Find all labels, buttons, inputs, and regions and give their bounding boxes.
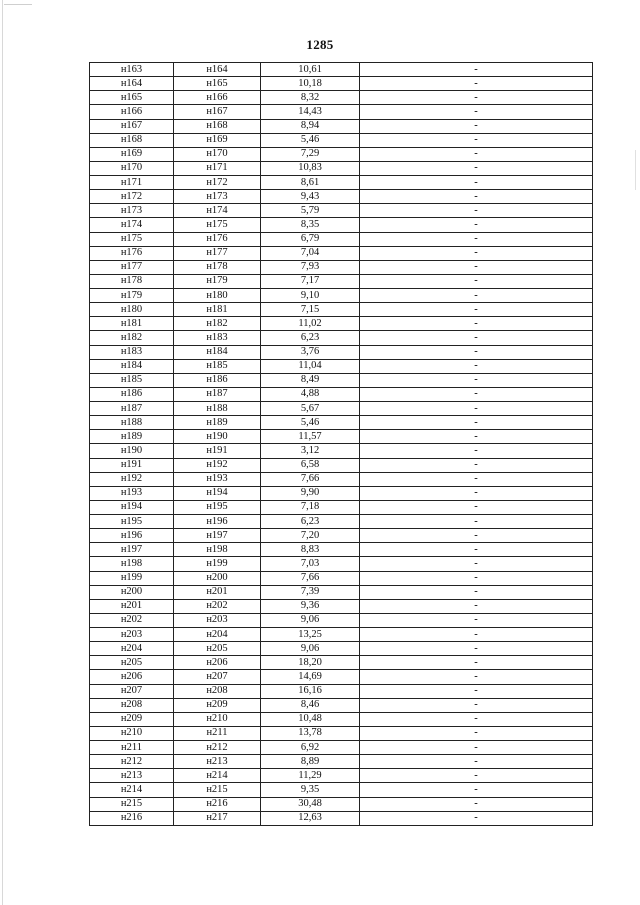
cell-to-point: н215 (174, 783, 261, 797)
table-row (90, 599, 593, 613)
table-row (90, 402, 593, 416)
cell-from-point: н202 (90, 613, 174, 627)
cell-note: - (360, 472, 593, 486)
cell-note: - (360, 91, 593, 105)
cell-to-point: н204 (174, 628, 261, 642)
cell-to-point: н212 (174, 741, 261, 755)
cell-from-point: н188 (90, 416, 174, 430)
cell-from-point: н179 (90, 289, 174, 303)
cell-length: 5,46 (261, 133, 360, 147)
cell-length: 14,43 (261, 105, 360, 119)
cell-note: - (360, 232, 593, 246)
cell-from-point: н213 (90, 769, 174, 783)
cell-to-point: н169 (174, 133, 261, 147)
cell-to-point: н177 (174, 246, 261, 260)
cell-length: 8,94 (261, 119, 360, 133)
cell-from-point: н190 (90, 444, 174, 458)
table-row (90, 416, 593, 430)
cell-to-point: н193 (174, 472, 261, 486)
table-row (90, 303, 593, 317)
cell-note: - (360, 345, 593, 359)
cell-length: 7,29 (261, 147, 360, 161)
table-row (90, 345, 593, 359)
cell-length: 7,03 (261, 557, 360, 571)
table-body (90, 63, 593, 826)
cell-to-point: н206 (174, 656, 261, 670)
cell-length: 18,20 (261, 656, 360, 670)
cell-length: 8,89 (261, 755, 360, 769)
table-row (90, 147, 593, 161)
cell-length: 14,69 (261, 670, 360, 684)
cell-note: - (360, 274, 593, 288)
cell-from-point: н208 (90, 698, 174, 712)
cell-from-point: н166 (90, 105, 174, 119)
table-row (90, 190, 593, 204)
table-row (90, 444, 593, 458)
cell-note: - (360, 755, 593, 769)
cell-to-point: н196 (174, 515, 261, 529)
cell-note: - (360, 670, 593, 684)
table-row (90, 783, 593, 797)
page-number: 1285 (306, 37, 334, 52)
cell-note: - (360, 628, 593, 642)
cell-to-point: н170 (174, 147, 261, 161)
cell-from-point: н194 (90, 500, 174, 514)
cell-note: - (360, 642, 593, 656)
cell-note: - (360, 387, 593, 401)
cell-note: - (360, 783, 593, 797)
cell-length: 3,12 (261, 444, 360, 458)
cell-note: - (360, 585, 593, 599)
table-row (90, 289, 593, 303)
table-row (90, 628, 593, 642)
cell-note: - (360, 698, 593, 712)
cell-to-point: н217 (174, 811, 261, 825)
table-row (90, 105, 593, 119)
cell-from-point: н193 (90, 486, 174, 500)
table-row (90, 176, 593, 190)
cell-note: - (360, 557, 593, 571)
cell-to-point: н190 (174, 430, 261, 444)
cell-to-point: н167 (174, 105, 261, 119)
cell-to-point: н176 (174, 232, 261, 246)
cell-from-point: н164 (90, 77, 174, 91)
cell-length: 8,32 (261, 91, 360, 105)
cell-length: 6,23 (261, 331, 360, 345)
cell-to-point: н202 (174, 599, 261, 613)
cell-note: - (360, 529, 593, 543)
table-row (90, 246, 593, 260)
cell-from-point: н209 (90, 712, 174, 726)
cell-note: - (360, 359, 593, 373)
cell-length: 8,61 (261, 176, 360, 190)
cell-from-point: н204 (90, 642, 174, 656)
table-row (90, 557, 593, 571)
cell-note: - (360, 105, 593, 119)
table-row (90, 458, 593, 472)
cell-length: 9,90 (261, 486, 360, 500)
table-row (90, 769, 593, 783)
table-row (90, 515, 593, 529)
cell-from-point: н214 (90, 783, 174, 797)
cell-from-point: н163 (90, 63, 174, 77)
table-row (90, 359, 593, 373)
table-row (90, 133, 593, 147)
cell-to-point: н210 (174, 712, 261, 726)
cell-length: 11,04 (261, 359, 360, 373)
cell-note: - (360, 133, 593, 147)
cell-from-point: н191 (90, 458, 174, 472)
cell-note: - (360, 571, 593, 585)
cell-to-point: н171 (174, 161, 261, 175)
cell-length: 30,48 (261, 797, 360, 811)
cell-from-point: н199 (90, 571, 174, 585)
cell-note: - (360, 811, 593, 825)
cell-note: - (360, 797, 593, 811)
cell-to-point: н191 (174, 444, 261, 458)
cell-from-point: н192 (90, 472, 174, 486)
cell-length: 9,36 (261, 599, 360, 613)
cell-length: 7,04 (261, 246, 360, 260)
cell-length: 12,63 (261, 811, 360, 825)
cell-from-point: н185 (90, 373, 174, 387)
cell-to-point: н173 (174, 190, 261, 204)
cell-from-point: н187 (90, 402, 174, 416)
scan-border-line (2, 0, 3, 905)
table-row (90, 712, 593, 726)
cell-from-point: н181 (90, 317, 174, 331)
table-row (90, 373, 593, 387)
cell-length: 9,06 (261, 613, 360, 627)
cell-from-point: н211 (90, 741, 174, 755)
cell-from-point: н203 (90, 628, 174, 642)
cell-from-point: н176 (90, 246, 174, 260)
cell-note: - (360, 741, 593, 755)
cell-note: - (360, 317, 593, 331)
cell-length: 7,15 (261, 303, 360, 317)
cell-note: - (360, 63, 593, 77)
table-row (90, 755, 593, 769)
cell-to-point: н178 (174, 260, 261, 274)
table-row (90, 613, 593, 627)
cell-note: - (360, 656, 593, 670)
cell-to-point: н216 (174, 797, 261, 811)
cell-to-point: н188 (174, 402, 261, 416)
table-row (90, 797, 593, 811)
cell-to-point: н186 (174, 373, 261, 387)
cell-length: 8,46 (261, 698, 360, 712)
cell-note: - (360, 543, 593, 557)
cell-from-point: н200 (90, 585, 174, 599)
table-row (90, 91, 593, 105)
cell-from-point: н201 (90, 599, 174, 613)
scan-corner-mark (4, 4, 32, 5)
cell-length: 5,67 (261, 402, 360, 416)
table-row (90, 543, 593, 557)
cell-from-point: н182 (90, 331, 174, 345)
cell-to-point: н211 (174, 726, 261, 740)
cell-length: 13,25 (261, 628, 360, 642)
cell-from-point: н165 (90, 91, 174, 105)
cell-length: 7,39 (261, 585, 360, 599)
cell-to-point: н198 (174, 543, 261, 557)
cell-from-point: н215 (90, 797, 174, 811)
cell-from-point: н195 (90, 515, 174, 529)
cell-from-point: н168 (90, 133, 174, 147)
cell-note: - (360, 430, 593, 444)
table-row (90, 472, 593, 486)
cell-from-point: н210 (90, 726, 174, 740)
cell-to-point: н168 (174, 119, 261, 133)
cell-note: - (360, 147, 593, 161)
cell-note: - (360, 712, 593, 726)
cell-to-point: н213 (174, 755, 261, 769)
cell-length: 5,46 (261, 416, 360, 430)
cell-to-point: н207 (174, 670, 261, 684)
cell-to-point: н194 (174, 486, 261, 500)
cell-to-point: н214 (174, 769, 261, 783)
cell-length: 6,92 (261, 741, 360, 755)
cell-length: 9,35 (261, 783, 360, 797)
table-row (90, 486, 593, 500)
table-row (90, 218, 593, 232)
cell-length: 9,43 (261, 190, 360, 204)
boundary-segments-table (89, 62, 593, 826)
table-row (90, 317, 593, 331)
cell-length: 7,20 (261, 529, 360, 543)
cell-to-point: н201 (174, 585, 261, 599)
cell-note: - (360, 218, 593, 232)
cell-note: - (360, 402, 593, 416)
scan-margin-mark (635, 150, 636, 190)
table-row (90, 741, 593, 755)
cell-from-point: н189 (90, 430, 174, 444)
cell-from-point: н171 (90, 176, 174, 190)
cell-length: 4,88 (261, 387, 360, 401)
cell-to-point: н164 (174, 63, 261, 77)
cell-length: 7,66 (261, 571, 360, 585)
cell-length: 8,49 (261, 373, 360, 387)
cell-note: - (360, 303, 593, 317)
cell-from-point: н175 (90, 232, 174, 246)
table-row (90, 811, 593, 825)
cell-to-point: н189 (174, 416, 261, 430)
cell-length: 9,10 (261, 289, 360, 303)
cell-to-point: н208 (174, 684, 261, 698)
cell-from-point: н206 (90, 670, 174, 684)
cell-to-point: н187 (174, 387, 261, 401)
cell-note: - (360, 500, 593, 514)
cell-length: 10,83 (261, 161, 360, 175)
cell-from-point: н172 (90, 190, 174, 204)
cell-length: 16,16 (261, 684, 360, 698)
table-row (90, 274, 593, 288)
cell-note: - (360, 204, 593, 218)
cell-from-point: н197 (90, 543, 174, 557)
cell-note: - (360, 246, 593, 260)
table-row (90, 63, 593, 77)
cell-from-point: н184 (90, 359, 174, 373)
cell-length: 7,18 (261, 500, 360, 514)
cell-note: - (360, 331, 593, 345)
cell-length: 7,66 (261, 472, 360, 486)
cell-from-point: н177 (90, 260, 174, 274)
cell-note: - (360, 190, 593, 204)
cell-length: 10,18 (261, 77, 360, 91)
table-row (90, 430, 593, 444)
cell-note: - (360, 260, 593, 274)
table-row (90, 670, 593, 684)
cell-to-point: н182 (174, 317, 261, 331)
cell-to-point: н179 (174, 274, 261, 288)
cell-note: - (360, 444, 593, 458)
cell-to-point: н200 (174, 571, 261, 585)
cell-from-point: н169 (90, 147, 174, 161)
cell-length: 6,58 (261, 458, 360, 472)
cell-from-point: н205 (90, 656, 174, 670)
cell-from-point: н170 (90, 161, 174, 175)
table-row (90, 529, 593, 543)
cell-from-point: н174 (90, 218, 174, 232)
cell-from-point: н178 (90, 274, 174, 288)
cell-to-point: н165 (174, 77, 261, 91)
cell-to-point: н166 (174, 91, 261, 105)
table-row (90, 260, 593, 274)
table-row (90, 119, 593, 133)
cell-note: - (360, 726, 593, 740)
table-row (90, 726, 593, 740)
table-row (90, 77, 593, 91)
cell-to-point: н183 (174, 331, 261, 345)
cell-length: 8,35 (261, 218, 360, 232)
cell-to-point: н174 (174, 204, 261, 218)
table-row (90, 656, 593, 670)
cell-note: - (360, 373, 593, 387)
cell-note: - (360, 416, 593, 430)
cell-from-point: н186 (90, 387, 174, 401)
cell-note: - (360, 515, 593, 529)
cell-from-point: н196 (90, 529, 174, 543)
cell-to-point: н205 (174, 642, 261, 656)
cell-length: 8,83 (261, 543, 360, 557)
table-row (90, 500, 593, 514)
cell-length: 10,61 (261, 63, 360, 77)
table-row (90, 232, 593, 246)
cell-from-point: н212 (90, 755, 174, 769)
table-row (90, 571, 593, 585)
table-row (90, 585, 593, 599)
cell-to-point: н172 (174, 176, 261, 190)
cell-length: 6,23 (261, 515, 360, 529)
cell-to-point: н180 (174, 289, 261, 303)
cell-note: - (360, 599, 593, 613)
cell-length: 9,06 (261, 642, 360, 656)
table-row (90, 331, 593, 345)
table-row (90, 684, 593, 698)
cell-length: 3,76 (261, 345, 360, 359)
cell-length: 11,57 (261, 430, 360, 444)
cell-to-point: н175 (174, 218, 261, 232)
cell-to-point: н185 (174, 359, 261, 373)
cell-note: - (360, 119, 593, 133)
cell-note: - (360, 486, 593, 500)
cell-from-point: н173 (90, 204, 174, 218)
cell-note: - (360, 176, 593, 190)
cell-from-point: н198 (90, 557, 174, 571)
cell-length: 11,29 (261, 769, 360, 783)
cell-from-point: н180 (90, 303, 174, 317)
cell-to-point: н199 (174, 557, 261, 571)
cell-from-point: н167 (90, 119, 174, 133)
table-row (90, 387, 593, 401)
cell-length: 5,79 (261, 204, 360, 218)
cell-note: - (360, 161, 593, 175)
cell-to-point: н181 (174, 303, 261, 317)
cell-from-point: н207 (90, 684, 174, 698)
cell-to-point: н184 (174, 345, 261, 359)
cell-length: 7,17 (261, 274, 360, 288)
cell-length: 6,79 (261, 232, 360, 246)
table-row (90, 642, 593, 656)
cell-note: - (360, 613, 593, 627)
cell-to-point: н197 (174, 529, 261, 543)
cell-note: - (360, 684, 593, 698)
cell-from-point: н183 (90, 345, 174, 359)
cell-to-point: н203 (174, 613, 261, 627)
table-row (90, 161, 593, 175)
cell-note: - (360, 77, 593, 91)
table-row (90, 204, 593, 218)
cell-to-point: н195 (174, 500, 261, 514)
cell-length: 11,02 (261, 317, 360, 331)
cell-length: 7,93 (261, 260, 360, 274)
cell-note: - (360, 769, 593, 783)
cell-to-point: н192 (174, 458, 261, 472)
cell-to-point: н209 (174, 698, 261, 712)
cell-from-point: н216 (90, 811, 174, 825)
cell-note: - (360, 289, 593, 303)
cell-note: - (360, 458, 593, 472)
cell-length: 10,48 (261, 712, 360, 726)
cell-length: 13,78 (261, 726, 360, 740)
table-row (90, 698, 593, 712)
